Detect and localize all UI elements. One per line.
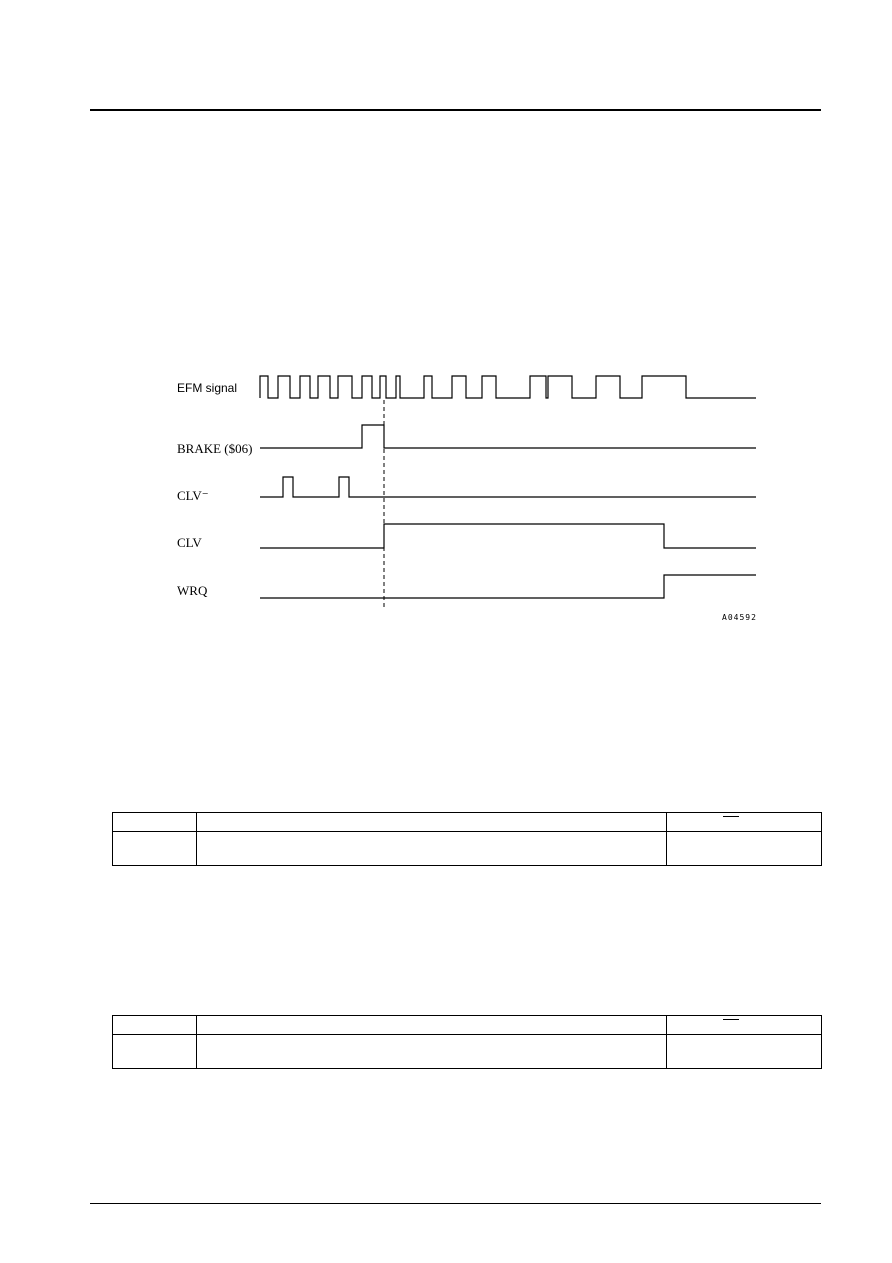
signal-label-brake: BRAKE ($06)	[177, 441, 253, 456]
signal-label-efm: EFM signal	[177, 381, 238, 395]
command-table-1	[112, 812, 822, 866]
table-header-cell-overbar	[667, 1016, 822, 1035]
table-header-cell-overbar	[667, 813, 822, 832]
waveform-brake	[260, 425, 756, 448]
table-row	[113, 1035, 822, 1069]
table-cell	[667, 1035, 822, 1069]
command-table-2	[112, 1015, 822, 1069]
table-header-row	[113, 1016, 822, 1035]
table-cell	[113, 1035, 197, 1069]
figure-code: A04592	[722, 613, 757, 622]
table-row	[113, 832, 822, 866]
table-cell	[197, 1035, 667, 1069]
waveform-efm	[260, 376, 756, 398]
table-header-cell	[113, 1016, 197, 1035]
table-header-cell	[113, 813, 197, 832]
table-header-cell	[197, 813, 667, 832]
signal-label-wrq: WRQ	[177, 583, 208, 598]
table-cell	[667, 832, 822, 866]
table-header-cell	[197, 1016, 667, 1035]
waveform-clv	[260, 524, 756, 548]
waveform-clv-minus	[260, 477, 756, 497]
footer-rule	[90, 1203, 821, 1204]
table-cell	[113, 832, 197, 866]
table-header-row	[113, 813, 822, 832]
overbar-mark	[723, 816, 739, 817]
signal-label-clv-minus: CLV⁻	[177, 488, 209, 503]
waveform-wrq	[260, 575, 756, 598]
overbar-mark	[723, 1019, 739, 1020]
table-cell	[197, 832, 667, 866]
signal-label-clv: CLV	[177, 535, 202, 550]
